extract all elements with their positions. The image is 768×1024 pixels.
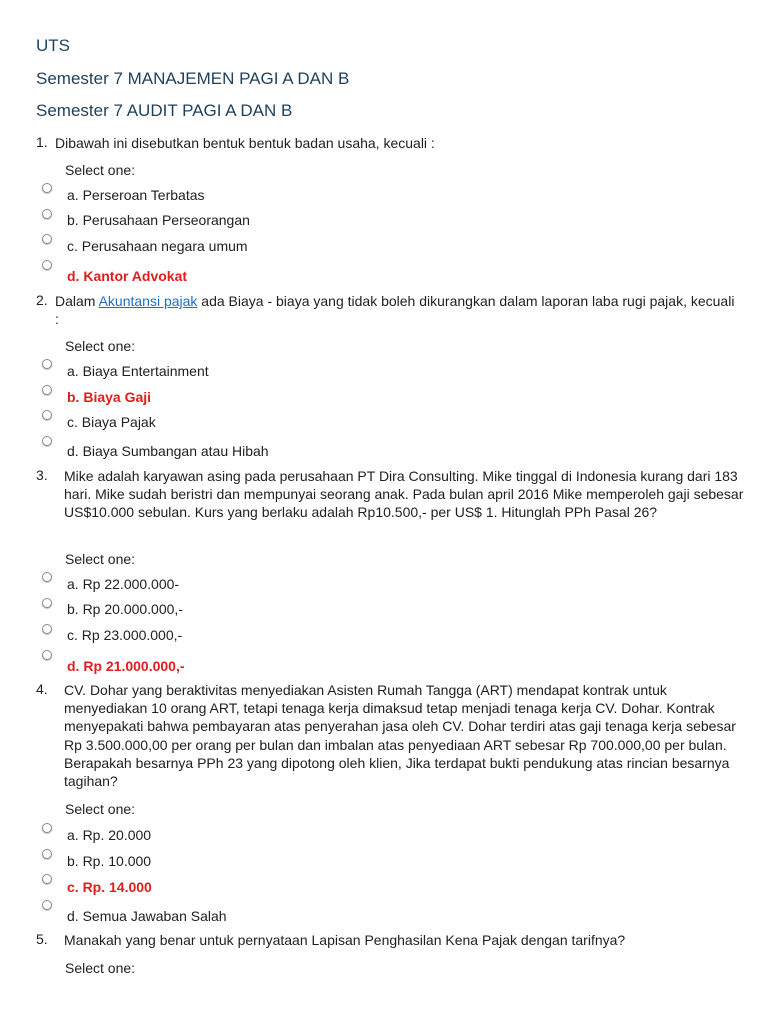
question-1-option-a[interactable]: a. Perseroan Terbatas xyxy=(67,187,205,203)
question-3-number: 3. xyxy=(36,467,48,483)
question-3-option-a[interactable]: a. Rp 22.000.000- xyxy=(67,576,180,592)
question-3-select-label: Select one: xyxy=(65,551,136,567)
question-3-option-d-radio[interactable] xyxy=(42,650,52,660)
question-2-text-before: Dalam xyxy=(55,293,99,309)
question-4-option-b[interactable]: b. Rp. 10.000 xyxy=(67,853,152,869)
question-2-option-a-radio[interactable] xyxy=(42,359,52,369)
question-2-text xyxy=(55,292,735,328)
question-4-option-d[interactable]: d. Semua Jawaban Salah xyxy=(67,908,227,924)
question-4-option-a[interactable]: a. Rp. 20.000 xyxy=(67,827,152,843)
subtitle-audit: Semester 7 AUDIT PAGI A DAN B xyxy=(36,101,293,120)
question-4-option-c-correct[interactable]: c. Rp. 14.000 xyxy=(67,879,152,895)
question-1-option-d-radio[interactable] xyxy=(42,260,52,270)
question-1-option-c-radio[interactable] xyxy=(42,234,52,244)
question-2-option-d[interactable]: d. Biaya Sumbangan atau Hibah xyxy=(67,443,269,459)
question-3-option-c[interactable]: c. Rp 23.000.000,- xyxy=(67,627,183,643)
question-2-option-c[interactable]: c. Biaya Pajak xyxy=(67,414,156,430)
question-1-option-a-radio[interactable] xyxy=(42,183,52,193)
question-2-option-b-correct[interactable]: b. Biaya Gaji xyxy=(67,389,152,405)
question-4-select-label: Select one: xyxy=(65,801,136,817)
question-2-option-d-radio[interactable] xyxy=(42,436,52,446)
subtitle-manajemen: Semester 7 MANAJEMEN PAGI A DAN B xyxy=(36,69,350,88)
question-2-select-label: Select one: xyxy=(65,338,136,354)
question-3-option-d-correct[interactable]: d. Rp 21.000.000,- xyxy=(67,658,185,674)
question-1-option-b[interactable]: b. Perusahaan Perseorangan xyxy=(67,212,250,228)
question-4-option-b-radio[interactable] xyxy=(42,849,52,859)
question-3-option-b[interactable]: b. Rp 20.000.000,- xyxy=(67,601,183,617)
question-3-option-a-radio[interactable] xyxy=(42,572,52,582)
question-1-option-b-radio[interactable] xyxy=(42,209,52,219)
question-5-number: 5. xyxy=(36,931,48,947)
question-1-number: 1. xyxy=(36,134,48,150)
question-2-text-after: ada Biaya - biaya yang tidak boleh dikurangkan dalam laporan laba rugi pajak, kecuali : xyxy=(55,293,735,328)
question-4-option-c-radio[interactable] xyxy=(42,874,52,884)
question-1-option-c[interactable]: c. Perusahaan negara umum xyxy=(67,238,248,254)
question-2-option-c-radio[interactable] xyxy=(42,410,52,420)
question-4-option-d-radio[interactable] xyxy=(42,900,52,910)
question-4-option-a-radio[interactable] xyxy=(42,823,52,833)
akuntansi-pajak-link[interactable]: Akuntansi pajak xyxy=(98,293,198,309)
question-5-text: Manakah yang benar untuk pernyataan Lapisan Penghasilan Kena Pajak dengan tarifnya? xyxy=(64,932,626,948)
doc-title: UTS xyxy=(36,36,70,55)
question-2-number: 2. xyxy=(36,292,48,308)
question-1-text: Dibawah ini disebutkan bentuk bentuk badan usaha, kecuali : xyxy=(55,135,435,151)
question-3-text: Mike adalah karyawan asing pada perusahaan PT Dira Consulting. Mike tinggal di Indonesia kurang dari 183 hari. Mike sudah beristri dan mempunyai seorang anak. Pada bulan april 2016 Mike memperoleh gaji sebesar US$10.000 sebulan. Kurs yang berlaku adalah Rp10.500,- per US$ 1. Hitunglah PPh Pasal 26? xyxy=(64,468,744,521)
question-5-select-label: Select one: xyxy=(65,960,136,976)
question-1-select-label: Select one: xyxy=(65,162,136,178)
question-4-number: 4. xyxy=(36,681,48,697)
question-3-option-b-radio[interactable] xyxy=(42,598,52,608)
question-1-option-d-correct[interactable]: d. Kantor Advokat xyxy=(67,268,188,284)
question-2-option-b-radio[interactable] xyxy=(42,385,52,395)
question-3-option-c-radio[interactable] xyxy=(42,624,52,634)
question-2-option-a[interactable]: a. Biaya Entertainment xyxy=(67,363,209,379)
question-4-text: CV. Dohar yang beraktivitas menyediakan Asisten Rumah Tangga (ART) mendapat kontrak untuk menyediakan 10 orang ART, tetapi tenaga kerja dimaksud tetap menjadi tenaga kerja CV. Dohar. Kontrak menyepakati bahwa pembayaran atas penyerahan jasa oleh CV. Dohar terdiri atas gaji tenaga kerja sebesar Rp 3.500.000,00 per orang per bulan dan imbalan atas penyediaan ART sebesar Rp 700.000,00 per bulan. Berapakah besarnya PPh 23 yang dipotong oleh klien, Jika terdapat bukti pendukung atas rincian besarnya tagihan? xyxy=(64,682,736,790)
